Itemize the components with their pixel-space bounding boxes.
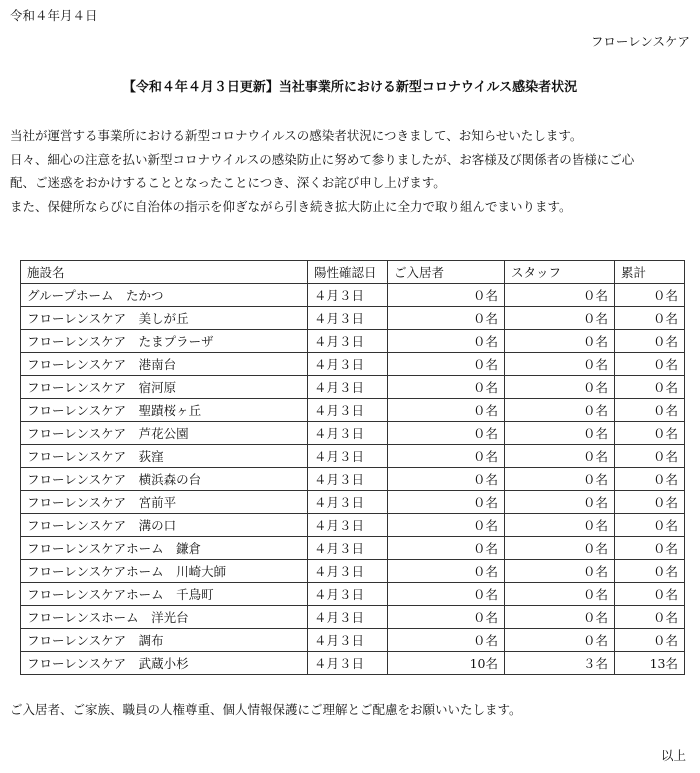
residents-cell: ０名 — [388, 583, 505, 606]
facility-cell: フローレンスケア 聖蹟桜ヶ丘 — [21, 399, 308, 422]
date-cell: ４月３日 — [308, 330, 388, 353]
table-row — [21, 284, 685, 307]
staff-cell: ０名 — [505, 353, 615, 376]
facility-cell: フローレンスケア 溝の口 — [21, 514, 308, 537]
total-cell: ０名 — [615, 514, 685, 537]
staff-cell: ０名 — [505, 376, 615, 399]
date-cell: ４月３日 — [308, 468, 388, 491]
total-cell: ０名 — [615, 606, 685, 629]
staff-cell: ０名 — [505, 629, 615, 652]
residents-cell: ０名 — [388, 376, 505, 399]
date-cell: ４月３日 — [308, 491, 388, 514]
table-row — [21, 652, 685, 675]
header-total: 累計 — [615, 261, 685, 284]
facility-cell: フローレンスケア 芦花公園 — [21, 422, 308, 445]
staff-cell: ０名 — [505, 445, 615, 468]
residents-cell: ０名 — [388, 307, 505, 330]
table-row — [21, 629, 685, 652]
residents-cell: ０名 — [388, 606, 505, 629]
intro-paragraph — [10, 124, 696, 218]
total-cell: ０名 — [615, 284, 685, 307]
residents-cell: 10名 — [388, 652, 505, 675]
total-cell: ０名 — [615, 629, 685, 652]
residents-cell: ０名 — [388, 514, 505, 537]
total-cell: ０名 — [615, 445, 685, 468]
header-staff: スタッフ — [505, 261, 615, 284]
footer-note: ご入居者、ご家族、職員の人権尊重、個人情報保護にご理解とご配慮をお願いいたします。 — [10, 702, 522, 717]
staff-cell: ０名 — [505, 560, 615, 583]
staff-cell: ０名 — [505, 537, 615, 560]
date-cell: ４月３日 — [308, 353, 388, 376]
staff-cell: ３名 — [505, 652, 615, 675]
facility-cell: グループホーム たかつ — [21, 284, 308, 307]
facility-cell: フローレンスケア 宿河原 — [21, 376, 308, 399]
table-row — [21, 468, 685, 491]
staff-cell: ０名 — [505, 330, 615, 353]
table-row — [21, 491, 685, 514]
closing-word: 以上 — [660, 748, 686, 763]
staff-cell: ０名 — [505, 514, 615, 537]
company-name: フローレンスケア — [590, 34, 690, 49]
total-cell: 13名 — [615, 652, 685, 675]
total-cell: ０名 — [615, 353, 685, 376]
table-body — [21, 284, 685, 675]
residents-cell: ０名 — [388, 491, 505, 514]
document-title: 【令和４年４月３日更新】当社事業所における新型コロナウイルス感染者状況 — [122, 80, 578, 95]
facility-cell: フローレンスケア 横浜森の台 — [21, 468, 308, 491]
facility-cell: フローレンスケアホーム 千鳥町 — [21, 583, 308, 606]
total-cell: ０名 — [615, 307, 685, 330]
header-residents: ご入居者 — [388, 261, 505, 284]
date-cell: ４月３日 — [308, 537, 388, 560]
facility-cell: フローレンスケア 荻窪 — [21, 445, 308, 468]
total-cell: ０名 — [615, 560, 685, 583]
table-row — [21, 422, 685, 445]
intro-line: 当社が運営する事業所における新型コロナウイルスの感染者状況につきまして、お知らせいたします。 — [10, 128, 583, 143]
staff-cell: ０名 — [505, 422, 615, 445]
intro-line: また、保健所ならびに自治体の指示を仰ぎながら引き続き拡大防止に全力で取り組んでまいります。 — [10, 198, 572, 214]
table-row — [21, 537, 685, 560]
staff-cell: ０名 — [505, 491, 615, 514]
header-facility: 施設名 — [21, 261, 308, 284]
total-cell: ０名 — [615, 330, 685, 353]
table-row — [21, 445, 685, 468]
date-cell: ４月３日 — [308, 284, 388, 307]
table-header-row — [21, 261, 685, 284]
staff-cell: ０名 — [505, 307, 615, 330]
date-cell: ４月３日 — [308, 376, 388, 399]
residents-cell: ０名 — [388, 353, 505, 376]
table-row — [21, 514, 685, 537]
date-cell: ４月３日 — [308, 652, 388, 675]
table-row — [21, 606, 685, 629]
residents-cell: ０名 — [388, 399, 505, 422]
residents-cell: ０名 — [388, 422, 505, 445]
date-cell: ４月３日 — [308, 583, 388, 606]
staff-cell: ０名 — [505, 399, 615, 422]
intro-line: 日々、細心の注意を払い新型コロナウイルスの感染防止に努めて参りましたが、お客様及び関係者の皆様にご心 — [10, 151, 635, 167]
facility-cell: フローレンスケア 港南台 — [21, 353, 308, 376]
date-cell: ４月３日 — [308, 629, 388, 652]
date-cell: ４月３日 — [308, 606, 388, 629]
table-row — [21, 376, 685, 399]
facility-cell: フローレンスケアホーム 川崎大師 — [21, 560, 308, 583]
total-cell: ０名 — [615, 422, 685, 445]
residents-cell: ０名 — [388, 284, 505, 307]
table-row — [21, 583, 685, 606]
total-cell: ０名 — [615, 583, 685, 606]
document-date: 令和４年月４日 — [10, 8, 98, 23]
residents-cell: ０名 — [388, 445, 505, 468]
residents-cell: ０名 — [388, 330, 505, 353]
date-cell: ４月３日 — [308, 514, 388, 537]
header-date: 陽性確認日 — [308, 261, 388, 284]
date-cell: ４月３日 — [308, 560, 388, 583]
total-cell: ０名 — [615, 537, 685, 560]
total-cell: ０名 — [615, 491, 685, 514]
table-row — [21, 330, 685, 353]
intro-line: 配、ご迷惑をおかけすることとなったことにつき、深くお詫び申し上げます。 — [10, 175, 446, 190]
table-row — [21, 307, 685, 330]
total-cell: ０名 — [615, 399, 685, 422]
staff-cell: ０名 — [505, 468, 615, 491]
staff-cell: ０名 — [505, 284, 615, 307]
infection-status-table — [20, 260, 685, 675]
date-cell: ４月３日 — [308, 307, 388, 330]
residents-cell: ０名 — [388, 537, 505, 560]
facility-cell: フローレンスケア 調布 — [21, 629, 308, 652]
table-row — [21, 399, 685, 422]
total-cell: ０名 — [615, 468, 685, 491]
facility-cell: フローレンスケア 武蔵小杉 — [21, 652, 308, 675]
facility-cell: フローレンスホーム 洋光台 — [21, 606, 308, 629]
facility-cell: フローレンスケア たまプラーザ — [21, 330, 308, 353]
total-cell: ０名 — [615, 376, 685, 399]
residents-cell: ０名 — [388, 629, 505, 652]
table-row — [21, 560, 685, 583]
date-cell: ４月３日 — [308, 399, 388, 422]
table-row — [21, 353, 685, 376]
facility-cell: フローレンスケア 美しが丘 — [21, 307, 308, 330]
date-cell: ４月３日 — [308, 445, 388, 468]
date-cell: ４月３日 — [308, 422, 388, 445]
facility-cell: フローレンスケア 宮前平 — [21, 491, 308, 514]
staff-cell: ０名 — [505, 583, 615, 606]
residents-cell: ０名 — [388, 560, 505, 583]
facility-cell: フローレンスケアホーム 鎌倉 — [21, 537, 308, 560]
residents-cell: ０名 — [388, 468, 505, 491]
staff-cell: ０名 — [505, 606, 615, 629]
